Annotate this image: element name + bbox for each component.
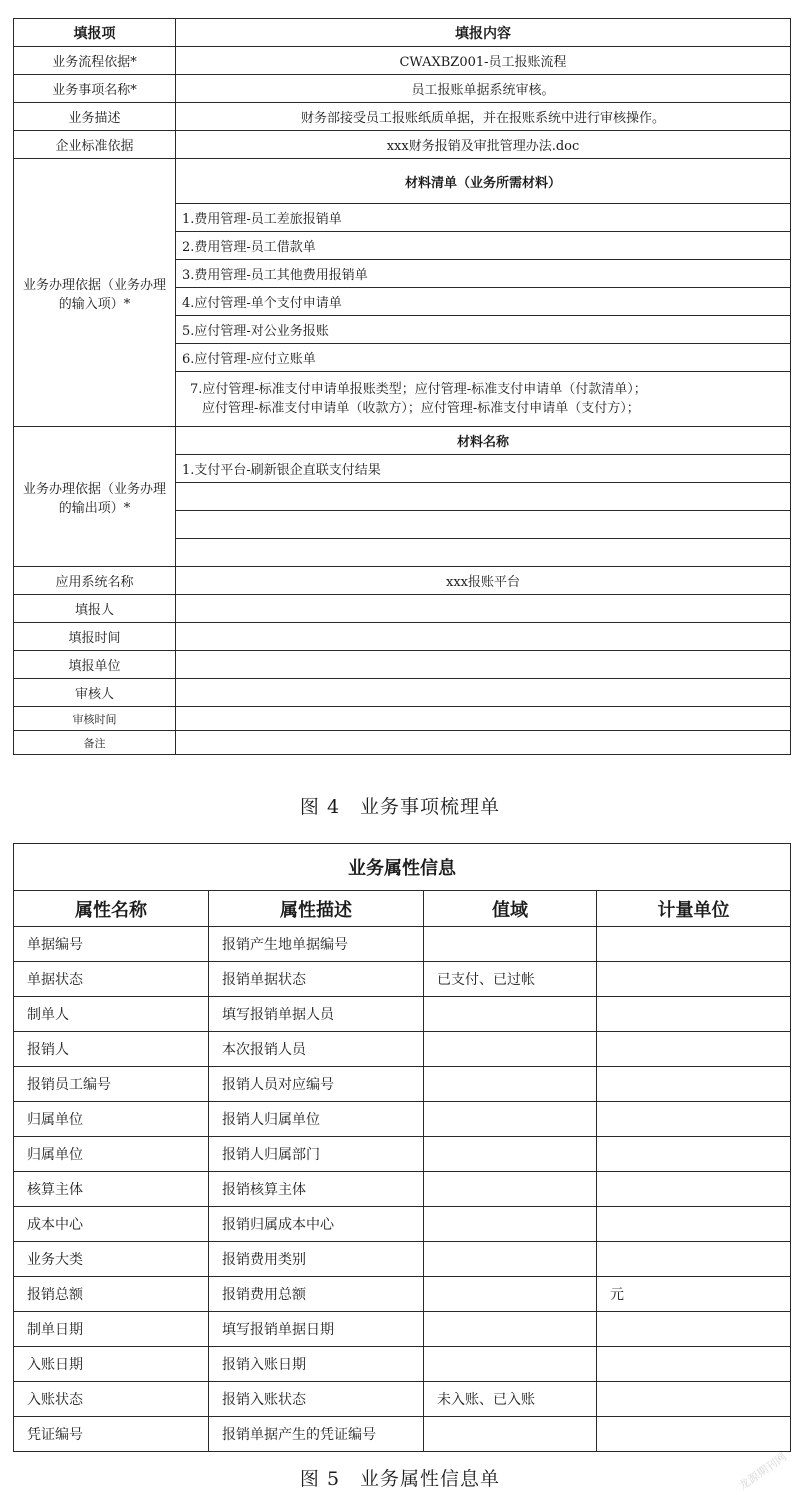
input-material-item: 2.费用管理-员工借款单 bbox=[176, 232, 791, 260]
attr-name: 报销人 bbox=[14, 1032, 209, 1067]
row-value: 财务部接受员工报账纸质单据，并在报账系统中进行审核操作。 bbox=[176, 103, 791, 131]
table-row bbox=[14, 1242, 791, 1277]
attr-desc: 报销入账状态 bbox=[209, 1382, 424, 1417]
row-label: 业务事项名称* bbox=[14, 75, 176, 103]
attr-desc: 报销归属成本中心 bbox=[209, 1207, 424, 1242]
attr-domain bbox=[424, 997, 597, 1032]
attr-name: 制单人 bbox=[14, 997, 209, 1032]
input-header-row bbox=[14, 159, 791, 204]
col-attr-desc: 属性描述 bbox=[209, 891, 424, 927]
col-content-header: 填报内容 bbox=[176, 19, 791, 47]
attr-name: 凭证编号 bbox=[14, 1417, 209, 1452]
attr-unit bbox=[597, 1417, 791, 1452]
row-label: 业务描述 bbox=[14, 103, 176, 131]
fill-time-label: 填报时间 bbox=[14, 623, 176, 651]
attr-desc: 本次报销人员 bbox=[209, 1032, 424, 1067]
form-row bbox=[14, 679, 791, 707]
attr-desc: 报销核算主体 bbox=[209, 1172, 424, 1207]
attr-unit bbox=[597, 1067, 791, 1102]
attr-unit bbox=[597, 962, 791, 997]
attr-desc: 报销入账日期 bbox=[209, 1347, 424, 1382]
attr-name: 单据状态 bbox=[14, 962, 209, 997]
system-name-label: 应用系统名称 bbox=[14, 567, 176, 595]
attr-name: 单据编号 bbox=[14, 927, 209, 962]
attr-name: 入账状态 bbox=[14, 1382, 209, 1417]
attr-desc: 填写报销单据人员 bbox=[209, 997, 424, 1032]
attr-name: 归属单位 bbox=[14, 1102, 209, 1137]
table-row bbox=[14, 1277, 791, 1312]
attr-name: 入账日期 bbox=[14, 1347, 209, 1382]
row-value: CWAXBZ001-员工报账流程 bbox=[176, 47, 791, 75]
attr-desc: 报销产生地单据编号 bbox=[209, 927, 424, 962]
attr-desc: 报销费用总额 bbox=[209, 1277, 424, 1312]
attr-domain bbox=[424, 1207, 597, 1242]
col-item-header: 填报项 bbox=[14, 19, 176, 47]
attr-unit bbox=[597, 1102, 791, 1137]
form-row bbox=[14, 75, 791, 103]
output-header-row bbox=[14, 427, 791, 455]
attr-domain bbox=[424, 1067, 597, 1102]
row-value: xxx财务报销及审批管理办法.doc bbox=[176, 131, 791, 159]
form-row bbox=[14, 707, 791, 731]
input-basis-label: 业务办理依据（业务办理的输入项）* bbox=[14, 159, 176, 427]
fill-unit-value bbox=[176, 651, 791, 679]
attr-name: 报销员工编号 bbox=[14, 1067, 209, 1102]
table-row bbox=[14, 927, 791, 962]
form-row bbox=[14, 131, 791, 159]
table-row bbox=[14, 1207, 791, 1242]
attr-desc: 填写报销单据日期 bbox=[209, 1312, 424, 1347]
input-material-item: 5.应付管理-对公业务报账 bbox=[176, 316, 791, 344]
filler-label: 填报人 bbox=[14, 595, 176, 623]
attr-unit bbox=[597, 1312, 791, 1347]
attr-domain bbox=[424, 1417, 597, 1452]
input-material-item-7 bbox=[176, 372, 791, 427]
input-material-item: 6.应付管理-应付立账单 bbox=[176, 344, 791, 372]
attr-unit bbox=[597, 1347, 791, 1382]
form-row bbox=[14, 595, 791, 623]
table-row bbox=[14, 1417, 791, 1452]
attr-unit bbox=[597, 997, 791, 1032]
remark-label: 备注 bbox=[14, 731, 176, 755]
figure-caption-5: 图 5 业务属性信息单 bbox=[299, 1468, 501, 1490]
output-material-item bbox=[176, 483, 791, 511]
output-material-item: 1.支付平台-刷新银企直联支付结果 bbox=[176, 455, 791, 483]
attr-desc: 报销单据产生的凭证编号 bbox=[209, 1417, 424, 1452]
attr-domain bbox=[424, 927, 597, 962]
attr-desc: 报销费用类别 bbox=[209, 1242, 424, 1277]
row-label: 业务流程依据* bbox=[14, 47, 176, 75]
input-material-item: 3.费用管理-员工其他费用报销单 bbox=[176, 260, 791, 288]
attr-name: 报销总额 bbox=[14, 1277, 209, 1312]
attr-domain bbox=[424, 1242, 597, 1277]
attr-name: 归属单位 bbox=[14, 1137, 209, 1172]
attr-name: 核算主体 bbox=[14, 1172, 209, 1207]
attr-unit bbox=[597, 1032, 791, 1067]
attr-domain bbox=[424, 1102, 597, 1137]
watermark: 龙源期刊网 bbox=[736, 1450, 790, 1493]
system-name-value: xxx报账平台 bbox=[176, 567, 791, 595]
business-item-form-table bbox=[13, 18, 791, 755]
form-row bbox=[14, 651, 791, 679]
attr-domain: 已支付、已过帐 bbox=[424, 962, 597, 997]
attr-unit bbox=[597, 1242, 791, 1277]
attr-desc: 报销人归属部门 bbox=[209, 1137, 424, 1172]
output-material-item bbox=[176, 539, 791, 567]
attribute-header-row bbox=[14, 891, 791, 927]
attr-name: 业务大类 bbox=[14, 1242, 209, 1277]
attr-unit bbox=[597, 1172, 791, 1207]
filler-value bbox=[176, 595, 791, 623]
attribute-title-row bbox=[14, 844, 791, 891]
row-label: 企业标准依据 bbox=[14, 131, 176, 159]
attr-name: 制单日期 bbox=[14, 1312, 209, 1347]
attr-domain: 未入账、已入账 bbox=[424, 1382, 597, 1417]
table-row bbox=[14, 1032, 791, 1067]
input-material-item: 4.应付管理-单个支付申请单 bbox=[176, 288, 791, 316]
attr-domain bbox=[424, 1137, 597, 1172]
form-row bbox=[14, 731, 791, 755]
output-materials-header: 材料名称 bbox=[176, 427, 791, 455]
fill-time-value bbox=[176, 623, 791, 651]
table-row bbox=[14, 962, 791, 997]
table-row bbox=[14, 1347, 791, 1382]
input-materials-header: 材料清单（业务所需材料） bbox=[176, 159, 791, 204]
remark-value bbox=[176, 731, 791, 755]
business-attribute-table bbox=[13, 843, 791, 1452]
form-row bbox=[14, 623, 791, 651]
attr-unit bbox=[597, 1382, 791, 1417]
col-unit: 计量单位 bbox=[597, 891, 791, 927]
form-header-row bbox=[14, 19, 791, 47]
table-row bbox=[14, 1312, 791, 1347]
col-attr-name: 属性名称 bbox=[14, 891, 209, 927]
item7-line1: 7.应付管理-标准支付申请单报账类型；应付管理-标准支付申请单（付款清单）； bbox=[190, 382, 647, 397]
attribute-table-title: 业务属性信息 bbox=[14, 844, 791, 891]
attr-unit bbox=[597, 1207, 791, 1242]
attr-domain bbox=[424, 1277, 597, 1312]
row-value: 员工报账单据系统审核。 bbox=[176, 75, 791, 103]
table-row bbox=[14, 997, 791, 1032]
attr-desc: 报销人员对应编号 bbox=[209, 1067, 424, 1102]
form-row bbox=[14, 567, 791, 595]
attr-domain bbox=[424, 1172, 597, 1207]
attr-domain bbox=[424, 1347, 597, 1382]
reviewer-label: 审核人 bbox=[14, 679, 176, 707]
attr-domain bbox=[424, 1312, 597, 1347]
attr-unit bbox=[597, 1137, 791, 1172]
attr-unit: 元 bbox=[597, 1277, 791, 1312]
figure-caption-4: 图 4 业务事项梳理单 bbox=[299, 796, 501, 818]
review-time-value bbox=[176, 707, 791, 731]
table-row bbox=[14, 1382, 791, 1417]
form-row bbox=[14, 47, 791, 75]
attr-desc: 报销人归属单位 bbox=[209, 1102, 424, 1137]
attr-domain bbox=[424, 1032, 597, 1067]
review-time-label: 审核时间 bbox=[14, 707, 176, 731]
table-row bbox=[14, 1137, 791, 1172]
form-row bbox=[14, 103, 791, 131]
attr-unit bbox=[597, 927, 791, 962]
fill-unit-label: 填报单位 bbox=[14, 651, 176, 679]
output-material-item bbox=[176, 511, 791, 539]
table-row bbox=[14, 1102, 791, 1137]
table-row bbox=[14, 1172, 791, 1207]
col-value-domain: 值域 bbox=[424, 891, 597, 927]
attr-name: 成本中心 bbox=[14, 1207, 209, 1242]
reviewer-value bbox=[176, 679, 791, 707]
item7-line2: 应付管理-标准支付申请单（收款方）；应付管理-标准支付申请单（支付方）； bbox=[202, 401, 640, 416]
output-basis-label: 业务办理依据（业务办理的输出项）* bbox=[14, 427, 176, 567]
input-material-item: 1.费用管理-员工差旅报销单 bbox=[176, 204, 791, 232]
attr-desc: 报销单据状态 bbox=[209, 962, 424, 997]
table-row bbox=[14, 1067, 791, 1102]
